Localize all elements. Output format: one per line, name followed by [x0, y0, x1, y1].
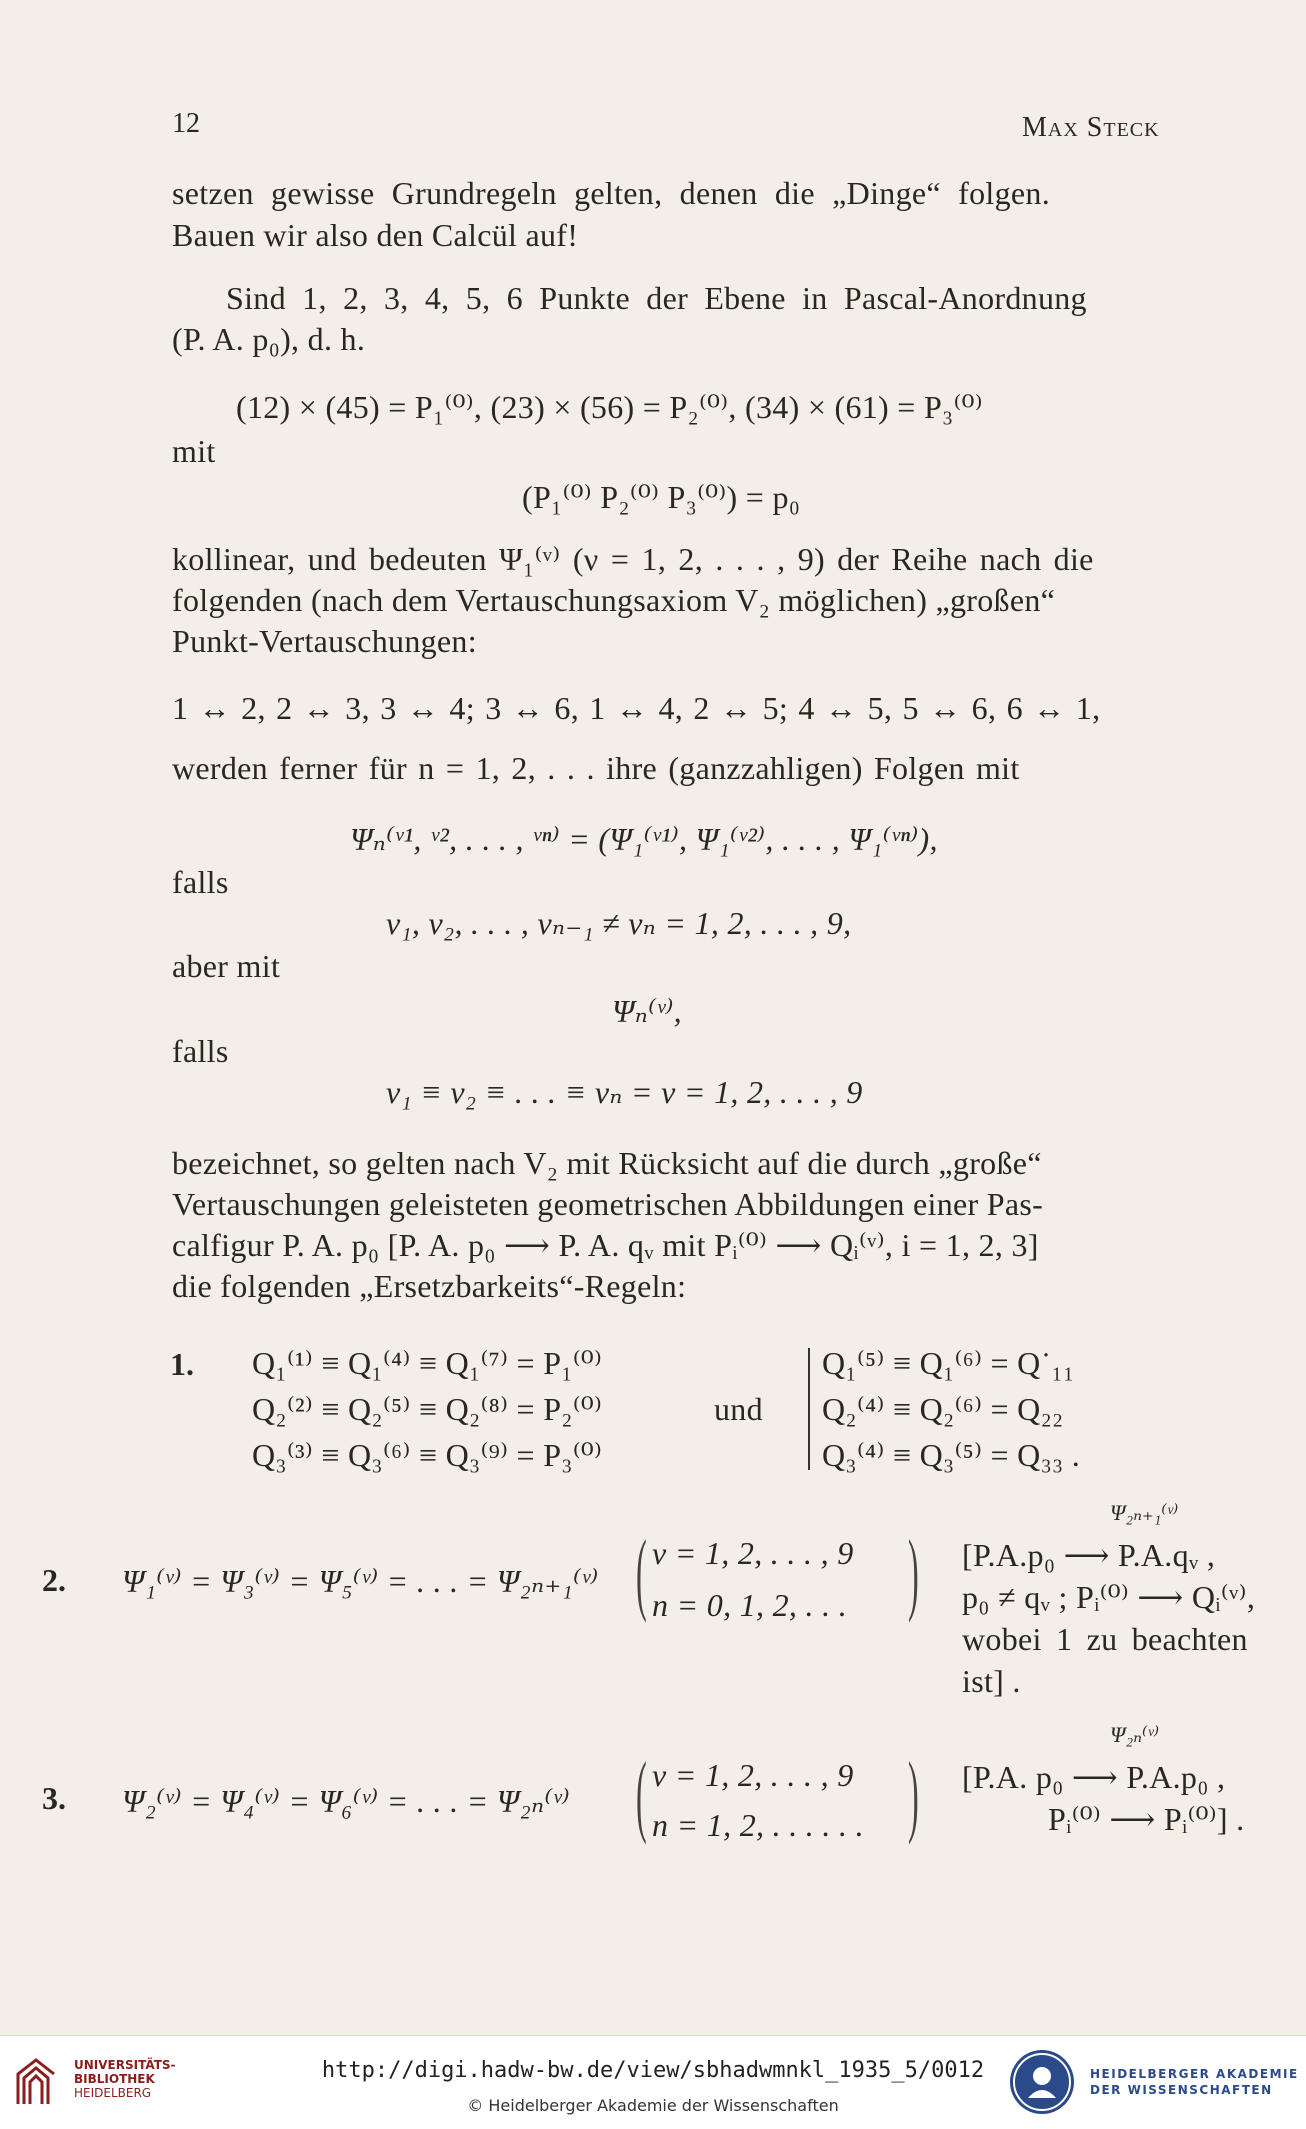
rule-number: 2. — [42, 1562, 66, 1598]
equation: Ψ₁⁽ᵛ⁾ = Ψ₃⁽ᵛ⁾ = Ψ₅⁽ᵛ⁾ = . . . = Ψ₂ₙ₊₁⁽ᵛ⁾ — [122, 1563, 599, 1599]
equation: n = 0, 1, 2, . . . — [652, 1587, 847, 1623]
brace-line — [808, 1348, 810, 1470]
equation: Ψ₂⁽ᵛ⁾ = Ψ₄⁽ᵛ⁾ = Ψ₆⁽ᵛ⁾ = . . . = Ψ₂ₙ⁽ᵛ⁾ — [122, 1783, 570, 1819]
equation: n = 1, 2, . . . . . . — [652, 1807, 864, 1843]
footer-bar — [0, 2035, 1306, 2129]
text-line: calfigur P. A. p₀ [P. A. p₀ ⟶ P. A. qᵥ mit Pᵢ⁽⁰⁾ ⟶ Qᵢ⁽ᵛ⁾, i = 1, 2, 3] — [172, 1227, 1039, 1263]
equation: (P₁⁽⁰⁾ P₂⁽⁰⁾ P₃⁽⁰⁾) = p₀ — [522, 479, 801, 515]
text-line: bezeichnet, so gelten nach V₂ mit Rücksicht auf die durch „große“ — [172, 1145, 1042, 1181]
equation: (12) × (45) = P₁⁽⁰⁾, (23) × (56) = P₂⁽⁰⁾, (34) × (61) = P₃⁽⁰⁾ — [236, 389, 983, 425]
text-line: kollinear, und bedeuten Ψ₁⁽ᵛ⁾ (ν = 1, 2, . . . , 9) der Reihe nach die — [172, 541, 1094, 577]
text-line: mit — [172, 433, 216, 469]
equation: [P.A.p₀ ⟶ P.A.qᵥ , — [962, 1537, 1216, 1573]
text-line: Vertauschungen geleisteten geometrischen Abbildungen einer Pas- — [172, 1186, 1044, 1222]
text-line: wobei 1 zu beachten — [962, 1621, 1248, 1657]
equation: Pᵢ⁽⁰⁾ ⟶ Pᵢ⁽⁰⁾] . — [1048, 1801, 1245, 1837]
running-title: Max Steck — [1022, 112, 1160, 143]
rule-number: 3. — [42, 1780, 66, 1816]
equation: ν = 1, 2, . . . , 9 — [652, 1757, 854, 1793]
page-number: 12 — [172, 108, 200, 139]
text-line: falls — [172, 864, 229, 900]
text-line: (P. A. p₀), d. h. — [172, 321, 366, 357]
equation: ν = 1, 2, . . . , 9 — [652, 1535, 854, 1571]
text-line: setzen gewisse Grundregeln gelten, denen die „Dinge“ folgen. — [172, 175, 1051, 211]
equation: Q₁⁽¹⁾ ≡ Q₁⁽⁴⁾ ≡ Q₁⁽⁷⁾ = P₁⁽⁰⁾ — [252, 1345, 603, 1381]
academy-seal-icon — [1010, 2050, 1074, 2114]
equation: Ψₙ⁽ᵛ¹, ᵛ², . . . , ᵛⁿ⁾ = (Ψ₁⁽ᵛ¹⁾, Ψ₁⁽ᵛ²⁾, . . . , Ψ₁⁽ᵛⁿ⁾), — [350, 821, 938, 857]
paren-right: ) — [907, 1521, 919, 1623]
library-name-line: UNIVERSITÄTS- — [74, 2058, 176, 2072]
equation: 1 ↔ 2, 2 ↔ 3, 3 ↔ 4; 3 ↔ 6, 1 ↔ 4, 2 ↔ 5; 4 ↔ 5, 5 ↔ 6, 6 ↔ 1, — [172, 690, 1101, 726]
text-line: werden ferner für n = 1, 2, . . . ihre (ganzzahligen) Folgen mit — [172, 750, 1020, 786]
paren-left: ( — [635, 1521, 647, 1623]
arrow-label: Ψ₂ₙ₊₁⁽ᵛ⁾ — [1110, 1500, 1179, 1525]
text-line: die folgenden „Ersetzbarkeits“-Regeln: — [172, 1268, 687, 1304]
rule-number: 1. — [170, 1346, 194, 1382]
text-line: aber mit — [172, 948, 281, 984]
permalink[interactable]: http://digi.hadw-bw.de/view/sbhadwmnkl_1935_5/0012 — [321, 2058, 985, 2083]
paren-right: ) — [907, 1743, 919, 1845]
library-name-line: BIBLIOTHEK — [74, 2072, 155, 2086]
equation: Ψₙ⁽ᵛ⁾, — [612, 993, 682, 1029]
text-line: falls — [172, 1033, 229, 1069]
equation: Q₂⁽²⁾ ≡ Q₂⁽⁵⁾ ≡ Q₂⁽⁸⁾ = P₂⁽⁰⁾ — [252, 1391, 603, 1427]
text-line: Bauen wir also den Calcül auf! — [172, 217, 579, 253]
text-line: Sind 1, 2, 3, 4, 5, 6 Punkte der Ebene in Pascal-Anordnung — [226, 280, 1087, 316]
equation: [P.A. p₀ ⟶ P.A.p₀ , — [962, 1759, 1226, 1795]
paren-left: ( — [635, 1743, 647, 1845]
text-line: und — [714, 1391, 763, 1427]
arrow-label: Ψ₂ₙ⁽ᵛ⁾ — [1110, 1722, 1159, 1747]
text-line: folgenden (nach dem Vertauschungsaxiom V₂ möglichen) „großen“ — [172, 582, 1056, 618]
text-line: Punkt-Vertauschungen: — [172, 623, 477, 659]
equation: ν₁ ≡ ν₂ ≡ . . . ≡ νₙ = ν = 1, 2, . . . , 9 — [386, 1074, 863, 1110]
text-line: ist] . — [962, 1663, 1021, 1699]
equation: Q₁⁽⁵⁾ ≡ Q₁⁽⁶⁾ = Q˙₁₁ — [822, 1345, 1075, 1381]
academy-name — [1090, 2066, 1299, 2098]
equation: Q₃⁽⁴⁾ ≡ Q₃⁽⁵⁾ = Q₃₃ . — [822, 1437, 1081, 1473]
equation: Q₃⁽³⁾ ≡ Q₃⁽⁶⁾ ≡ Q₃⁽⁹⁾ = P₃⁽⁰⁾ — [252, 1437, 603, 1473]
equation: ν₁, ν₂, . . . , νₙ₋₁ ≠ νₙ = 1, 2, . . . , 9, — [386, 905, 852, 941]
library-name-line: HEIDELBERG — [74, 2086, 152, 2100]
equation: Q₂⁽⁴⁾ ≡ Q₂⁽⁶⁾ = Q₂₂ — [822, 1391, 1064, 1427]
equation: p₀ ≠ qᵥ ; Pᵢ⁽⁰⁾ ⟶ Qᵢ⁽ᵛ⁾, — [962, 1579, 1256, 1615]
academy-name-line: HEIDELBERGER AKADEMIE — [1090, 2067, 1299, 2081]
copyright-notice: © Heidelberger Akademie der Wissenschaften — [467, 2096, 839, 2115]
academy-name-line: DER WISSENSCHAFTEN — [1090, 2083, 1273, 2097]
